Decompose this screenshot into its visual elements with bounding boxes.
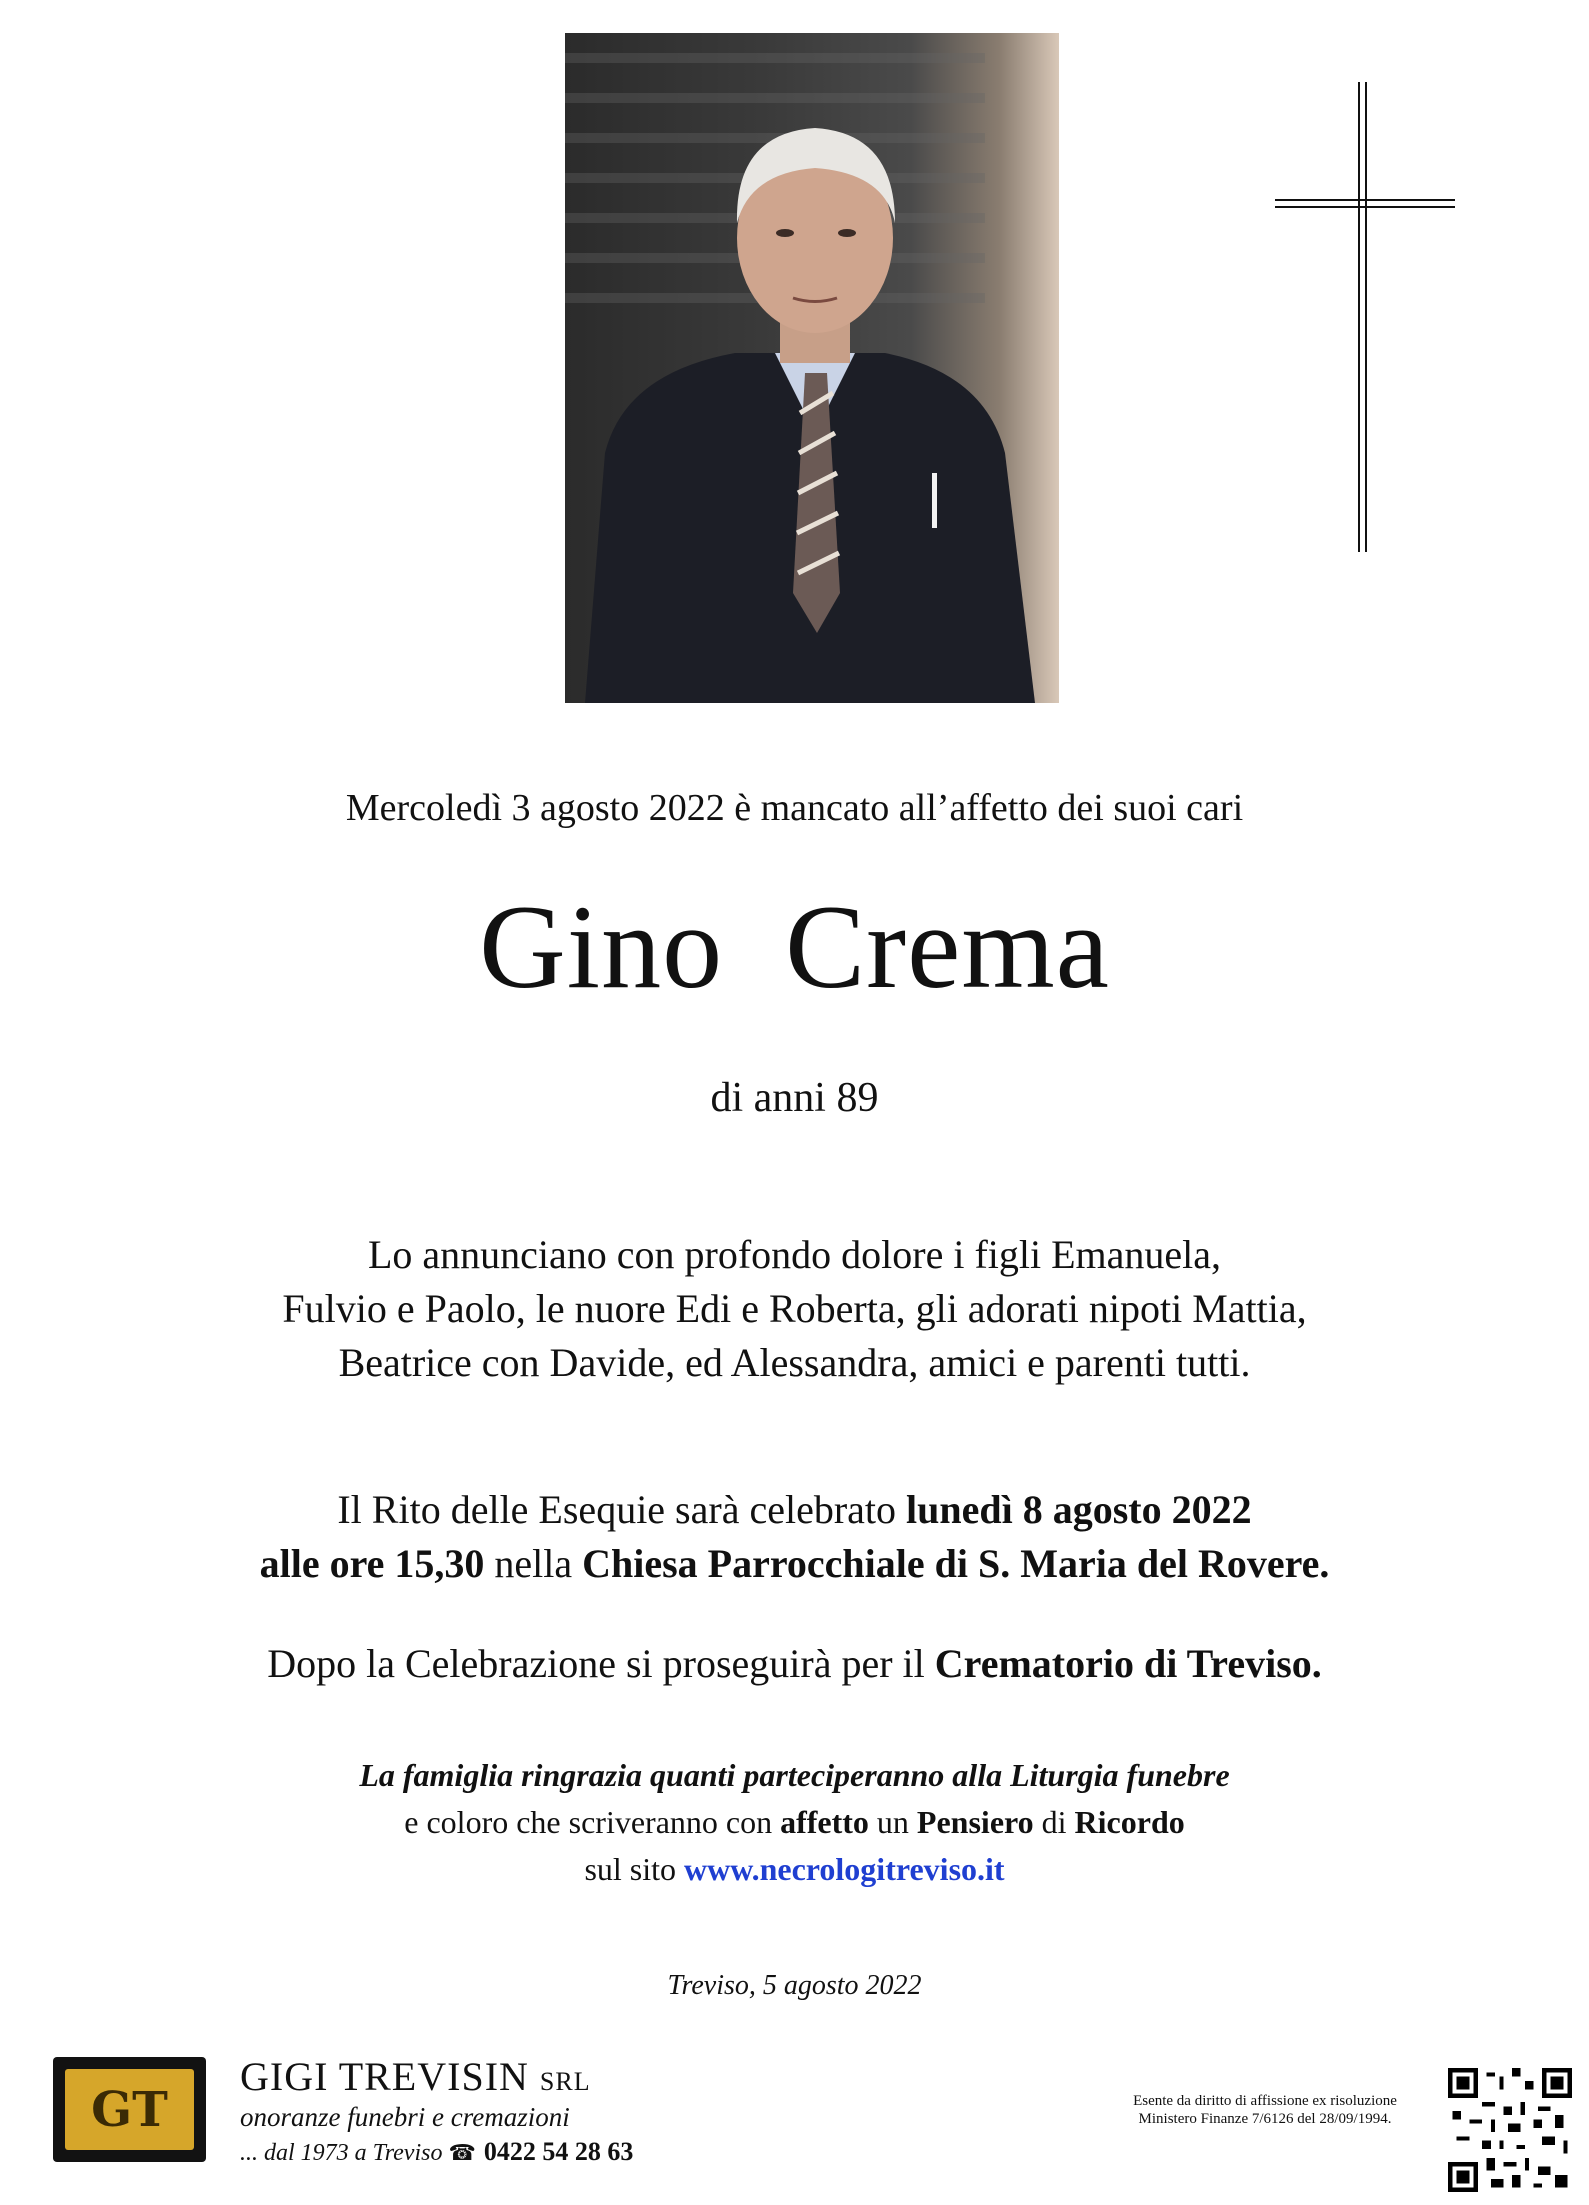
thanks-text: sul sito xyxy=(584,1851,685,1887)
thanks-bold: Pensiero xyxy=(916,1804,1034,1840)
rite-text: Il Rito delle Esequie sarà celebrato xyxy=(337,1487,907,1532)
after-ceremony xyxy=(0,1640,1589,1687)
rite-line-1 xyxy=(0,1483,1589,1537)
thanks-line-1: La famiglia ringrazia quanti parteciperanno alla Liturgia funebre xyxy=(359,1757,1230,1793)
thanks-text: di xyxy=(1033,1804,1075,1840)
since-text: ... dal 1973 a Treviso xyxy=(240,2140,443,2166)
thanks-text: e coloro che scriveranno con xyxy=(404,1804,781,1840)
company-name xyxy=(240,2053,633,2100)
company-since xyxy=(240,2137,633,2167)
announce-line: Fulvio e Paolo, le nuore Edi e Roberta, gli adorati nipoti Mattia, xyxy=(282,1286,1307,1331)
company-name-text: GIGI TREVISIN xyxy=(240,2054,529,2099)
rite-date: lunedì 8 agosto 2022 xyxy=(906,1487,1252,1532)
logo-monogram: GT xyxy=(65,2069,194,2150)
announce-line: Lo annunciano con profondo dolore i figli Emanuela, xyxy=(367,1232,1222,1277)
cross-icon xyxy=(1275,82,1455,552)
thanks-bold: affetto xyxy=(780,1804,869,1840)
thanks-line-3 xyxy=(0,1846,1589,1893)
after-text: Dopo la Celebrazione si proseguirà per il xyxy=(267,1641,935,1686)
rite-church: Chiesa Parrocchiale di S. Maria del Rovere. xyxy=(582,1541,1330,1586)
deceased-name: Gino Crema xyxy=(479,880,1110,1013)
crematorium: Crematorio di Treviso. xyxy=(934,1641,1322,1686)
death-announcement-intro: Mercoledì 3 agosto 2022 è mancato all’affetto dei suoi cari xyxy=(345,787,1244,829)
deceased-age: di anni 89 xyxy=(710,1075,879,1121)
company-tagline: onoranze funebri e cremazioni xyxy=(240,2102,570,2132)
company-phone[interactable]: 0422 54 28 63 xyxy=(483,2137,634,2166)
thanks-text: un xyxy=(868,1804,917,1840)
company-info xyxy=(240,2053,633,2167)
rite-line-2 xyxy=(0,1537,1589,1591)
legal-note xyxy=(1100,2092,1430,2128)
announce-line: Beatrice con Davide, ed Alessandra, amici e parenti tutti. xyxy=(338,1340,1251,1385)
thanks-line-2 xyxy=(0,1799,1589,1846)
portrait-photo xyxy=(565,33,1059,703)
telephone-icon: ☎ xyxy=(448,2140,476,2165)
company-suffix: SRL xyxy=(539,2067,591,2096)
family-thanks xyxy=(0,1752,1589,1893)
family-announcement xyxy=(0,1228,1589,1390)
rite-text: nella xyxy=(484,1541,583,1586)
legal-line: Ministero Finanze 7/6126 del 28/09/1994. xyxy=(1138,2111,1392,2127)
funeral-rite-details xyxy=(0,1483,1589,1591)
qr-code[interactable] xyxy=(1448,2068,1572,2192)
thanks-bold: Ricordo xyxy=(1074,1804,1185,1840)
rite-time: alle ore 15,30 xyxy=(259,1541,485,1586)
company-logo xyxy=(53,2057,206,2162)
date-place: Treviso, 5 agosto 2022 xyxy=(667,1970,922,2001)
legal-line: Esente da diritto di affissione ex risoluzione xyxy=(1133,2093,1397,2109)
website-link[interactable]: www.necrologitreviso.it xyxy=(684,1851,1005,1887)
